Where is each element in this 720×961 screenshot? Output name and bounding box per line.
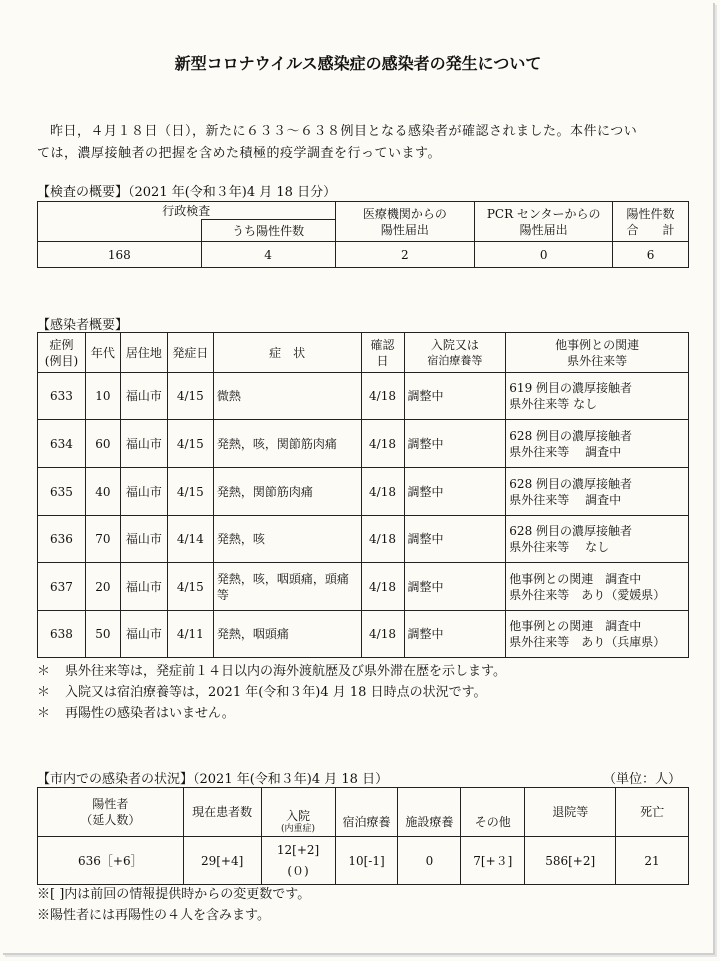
header-current: 現在患者数	[183, 788, 261, 837]
page-title: 新型コロナウイルス感染症の感染者の発生について	[174, 54, 542, 73]
table-row	[38, 611, 689, 658]
header-residence: 居住地	[120, 333, 167, 373]
value-positive: 636［+6］	[38, 837, 184, 885]
unit-label: （単位：人）	[602, 772, 681, 787]
cell-relation	[506, 468, 689, 516]
relation-line-2: 県外往来等 あり（兵庫県）	[509, 635, 666, 649]
relation-line-2: 県外往来等 調査中	[509, 444, 622, 459]
header-total	[613, 202, 689, 242]
header-positive-line-2: （延人数）	[80, 813, 141, 827]
relation-line-1: 628 例目の濃厚接触者	[509, 476, 633, 491]
header-facility: 施設療養	[398, 788, 461, 837]
cell-case: 636	[38, 516, 86, 563]
cell-relation	[506, 563, 689, 611]
intro-line-1: 昨日，４月１８日（日），新たに６３３～６３８例目となる感染者が確認されました。本件につい	[50, 124, 638, 139]
cell-status: 調整中	[404, 373, 506, 420]
relation-line-1: 他事例との関連 調査中	[509, 619, 642, 633]
value-admin: 168	[38, 242, 202, 268]
header-hospitalization	[404, 333, 506, 373]
value-hosp-count: 12[+2]	[276, 843, 320, 857]
header-onset: 発症日	[167, 333, 213, 373]
header-medical-line-2: 陽性届出	[380, 222, 429, 237]
cell-age: 50	[85, 611, 120, 658]
note-item	[37, 703, 506, 724]
value-hotel: 10[-1]	[335, 837, 398, 885]
value-hosp	[261, 837, 335, 885]
relation-line-2: 県外往来等 あり（愛媛県）	[509, 587, 666, 602]
relation-line-1: 628 例目の濃厚接触者	[509, 428, 633, 443]
test-summary-heading: 【検査の概要】（2021 年(令和３年)4 月 18 日分）	[37, 185, 337, 200]
cell-residence: 福山市	[120, 420, 167, 468]
header-hosp	[261, 788, 335, 837]
header-admin: 行政検査	[38, 202, 336, 220]
cell-case: 638	[38, 611, 86, 658]
header-hosp-line-1: 入院又は	[430, 337, 479, 352]
city-status-heading: 【市内での感染者の状況】（2021 年(令和３年)4 月 18 日）	[37, 772, 389, 787]
notes	[37, 661, 506, 724]
patients-heading: 【感染者概要】	[37, 318, 129, 333]
header-hosp-line-2: 宿泊療養等	[427, 353, 483, 367]
cell-onset: 4/14	[167, 516, 213, 563]
cell-onset: 4/15	[167, 373, 213, 420]
value-current: 29[+4]	[183, 837, 261, 885]
relation-line-1: 619 例目の濃厚接触者	[509, 381, 633, 395]
header-pcr-line-2: 陽性届出	[519, 222, 568, 237]
cell-age: 70	[85, 516, 120, 563]
cell-confirmed: 4/18	[361, 373, 404, 420]
cell-age: 10	[85, 373, 120, 420]
cell-symptoms: 発熱，咳，咽頭痛，頭痛等	[213, 563, 361, 611]
table-row	[38, 468, 689, 516]
cell-confirmed: 4/18	[361, 420, 404, 468]
cell-symptoms: 微熱	[213, 373, 361, 420]
cell-onset: 4/15	[167, 468, 213, 516]
note-mark: ＊	[37, 706, 51, 721]
cell-relation	[506, 611, 689, 658]
cell-case: 634	[38, 420, 86, 468]
patients-header-row	[38, 333, 689, 373]
city-status-table	[37, 787, 689, 885]
header-symptoms: 症 状	[213, 333, 361, 373]
value-other: 7[+３]	[461, 837, 525, 885]
cell-age: 20	[85, 563, 120, 611]
cell-residence: 福山市	[120, 468, 167, 516]
cell-status: 調整中	[404, 563, 506, 611]
note-mark: ＊	[37, 685, 51, 700]
cell-symptoms: 発熱，咽頭痛	[213, 611, 361, 658]
footnote-item: ※陽性者には再陽性の４人を含みます。	[37, 908, 270, 923]
cell-confirmed: 4/18	[361, 611, 404, 658]
city-status-values-row	[38, 837, 689, 885]
relation-line-2: 県外往来等 なし	[509, 540, 610, 554]
cell-symptoms: 発熱，関節筋肉痛	[213, 468, 361, 516]
note-text: 入院又は宿泊療養等は，2021 年(令和３年)4 月 18 日時点の状況です。	[65, 685, 487, 700]
header-hosp-label: 入院	[286, 809, 311, 823]
cell-onset: 4/11	[167, 611, 213, 658]
header-confirmed: 確認日	[361, 333, 404, 373]
value-medical: 2	[335, 242, 475, 268]
header-case-line-1: 症例	[49, 337, 74, 352]
header-total-line-2: 合 計	[626, 222, 675, 237]
header-admin-positive: うち陽性件数	[201, 220, 335, 242]
cell-confirmed: 4/18	[361, 563, 404, 611]
cell-symptoms: 発熱，咳	[213, 516, 361, 563]
header-relation-line-2: 県外往来等	[567, 353, 628, 368]
value-total: 6	[613, 242, 689, 268]
cell-onset: 4/15	[167, 563, 213, 611]
value-pcr: 0	[475, 242, 613, 268]
value-discharged: 586[+2]	[525, 837, 616, 885]
cell-relation	[506, 420, 689, 468]
cell-relation	[506, 516, 689, 563]
cell-residence: 福山市	[120, 611, 167, 658]
note-item	[37, 682, 506, 703]
cell-age: 40	[85, 468, 120, 516]
header-relation-line-1: 他事例との関連	[555, 337, 640, 352]
intro-paragraph	[37, 121, 687, 165]
note-mark: ＊	[37, 664, 51, 679]
note-text: 再陽性の感染者はいません。	[65, 706, 235, 721]
cell-status: 調整中	[404, 420, 506, 468]
value-admin-positive: 4	[201, 242, 335, 268]
table-row	[38, 563, 689, 611]
intro-line-2: ては，濃厚接触者の把握を含めた積極的疫学調査を行っています。	[37, 146, 441, 161]
cell-symptoms: 発熱，咳，関節筋肉痛	[213, 420, 361, 468]
footnotes	[37, 884, 310, 926]
header-age: 年代	[85, 333, 120, 373]
note-item	[37, 661, 506, 682]
cell-case: 633	[38, 373, 86, 420]
cell-status: 調整中	[404, 468, 506, 516]
cell-case: 635	[38, 468, 86, 516]
footnote-item: ※[ ]内は前回の情報提供時からの変更数です。	[37, 887, 311, 902]
value-facility: 0	[398, 837, 461, 885]
header-relation	[506, 333, 689, 373]
cell-case: 637	[38, 563, 86, 611]
header-case	[38, 333, 86, 373]
cell-age: 60	[85, 420, 120, 468]
header-total-line-1: 陽性件数	[626, 206, 675, 221]
header-discharged: 退院等	[525, 788, 616, 837]
header-hosp-sub: (内重症)	[281, 824, 316, 834]
note-text: 県外往来等は，発症前１４日以内の海外渡航歴及び県外滞在歴を示します。	[65, 664, 506, 679]
relation-line-1: 他事例との関連 調査中	[509, 571, 642, 586]
relation-line-2: 県外往来等 調査中	[509, 492, 622, 507]
header-medical-line-1: 医療機関からの	[362, 206, 447, 221]
header-case-line-2: (例目)	[44, 353, 79, 368]
header-death: 死亡	[616, 788, 689, 837]
cell-status: 調整中	[404, 611, 506, 658]
header-positive	[38, 788, 184, 837]
cell-onset: 4/15	[167, 420, 213, 468]
relation-line-2: 県外往来等 なし	[509, 397, 598, 411]
header-pcr-line-1: PCR センターからの	[486, 206, 601, 221]
table-row	[38, 516, 689, 563]
header-pcr	[475, 202, 613, 242]
header-positive-line-1: 陽性者	[92, 797, 129, 811]
cell-residence: 福山市	[120, 373, 167, 420]
city-status-header-row	[38, 788, 689, 837]
value-death: 21	[616, 837, 689, 885]
relation-line-1: 628 例目の濃厚接触者	[509, 524, 633, 538]
table-row	[38, 373, 689, 420]
header-hotel: 宿泊療養	[335, 788, 398, 837]
test-summary-table	[37, 201, 689, 268]
cell-residence: 福山市	[120, 516, 167, 563]
cell-confirmed: 4/18	[361, 516, 404, 563]
value-hosp-severe: (０)	[287, 864, 309, 878]
table-row	[38, 420, 689, 468]
document-page	[3, 3, 715, 955]
header-other: その他	[461, 788, 525, 837]
cell-relation	[506, 373, 689, 420]
header-admin-spacer	[38, 220, 202, 242]
cell-residence: 福山市	[120, 563, 167, 611]
cell-status: 調整中	[404, 516, 506, 563]
header-medical	[335, 202, 475, 242]
cell-confirmed: 4/18	[361, 468, 404, 516]
test-summary-values-row	[38, 242, 689, 268]
patients-table	[37, 332, 689, 658]
